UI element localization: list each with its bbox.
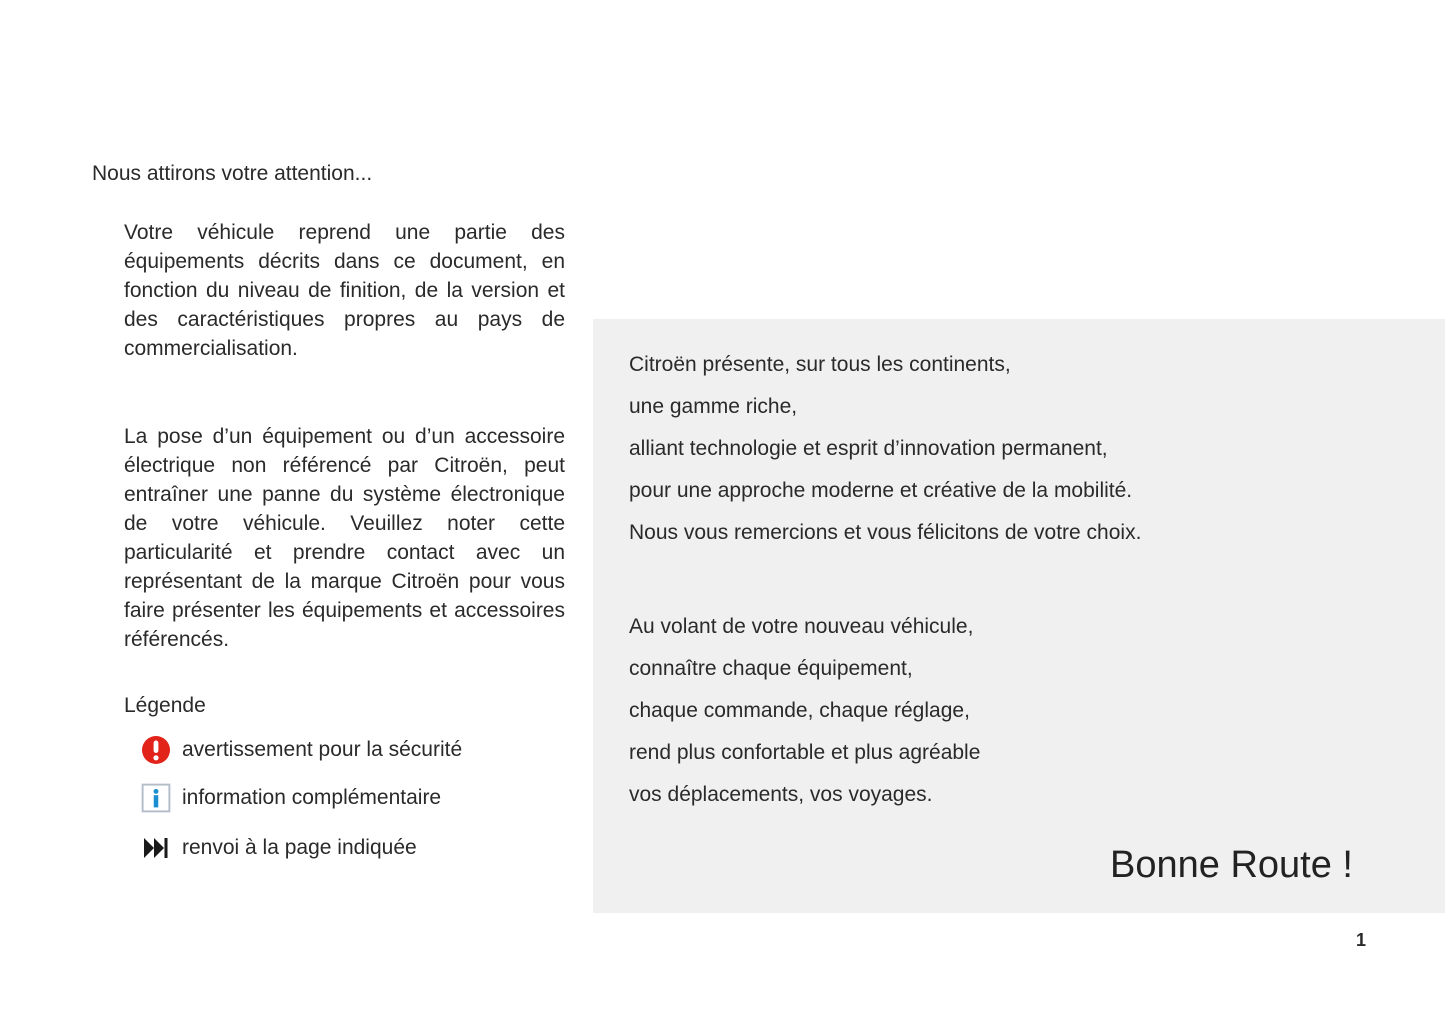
panel-line: chaque commande, chaque réglage, bbox=[629, 699, 970, 722]
panel-line: Au volant de votre nouveau véhicule, bbox=[629, 615, 974, 638]
panel-line: Nous vous remercions et vous félicitons de votre choix. bbox=[629, 521, 1142, 544]
panel-line: vos déplacements, vos voyages. bbox=[629, 783, 933, 806]
closing-greeting: Bonne Route ! bbox=[1110, 844, 1353, 886]
panel-line: une gamme riche, bbox=[629, 395, 798, 418]
information-icon bbox=[140, 782, 172, 814]
legend-item-page-reference bbox=[140, 832, 417, 864]
legend-label-information: information complémentaire bbox=[182, 786, 442, 809]
fast-forward-icon bbox=[140, 832, 172, 864]
legend-label-warning: avertissement pour la sécurité bbox=[182, 738, 463, 761]
panel-line: rend plus confortable et plus agréable bbox=[629, 741, 981, 764]
intro-heading: Nous attirons votre attention... bbox=[92, 162, 373, 185]
legend-label-page-reference: renvoi à la page indiquée bbox=[182, 836, 417, 859]
legend-item-warning bbox=[140, 734, 462, 766]
page-number: 1 bbox=[1356, 930, 1367, 950]
panel-line: pour une approche moderne et créative de la mobilité. bbox=[629, 479, 1133, 502]
panel-line: alliant technologie et esprit d’innovation permanent, bbox=[629, 437, 1108, 460]
paragraph-accessory-warning: La pose d’un équipement ou d’un accessoire électrique non référencé par Citroën, peut entraîner une panne du système électronique de votre véhicule. Veuillez noter cette particularité et prendre contact avec un représentant de la marque Citroën pour vous faire présenter les équipements et accessoires référencés. bbox=[124, 425, 565, 651]
legend-title: Légende bbox=[124, 694, 206, 717]
legend-item-information bbox=[140, 782, 441, 814]
welcome-panel bbox=[593, 319, 1445, 913]
panel-line: connaître chaque équipement, bbox=[629, 657, 913, 680]
paragraph-equipment-notice: Votre véhicule reprend une partie des équipements décrits dans ce document, en fonction du niveau de finition, de la version et des caractéristiques propres au pays de commercialisation. bbox=[124, 221, 565, 360]
panel-line: Citroën présente, sur tous les continents, bbox=[629, 353, 1011, 376]
warning-exclamation-icon bbox=[140, 734, 172, 766]
